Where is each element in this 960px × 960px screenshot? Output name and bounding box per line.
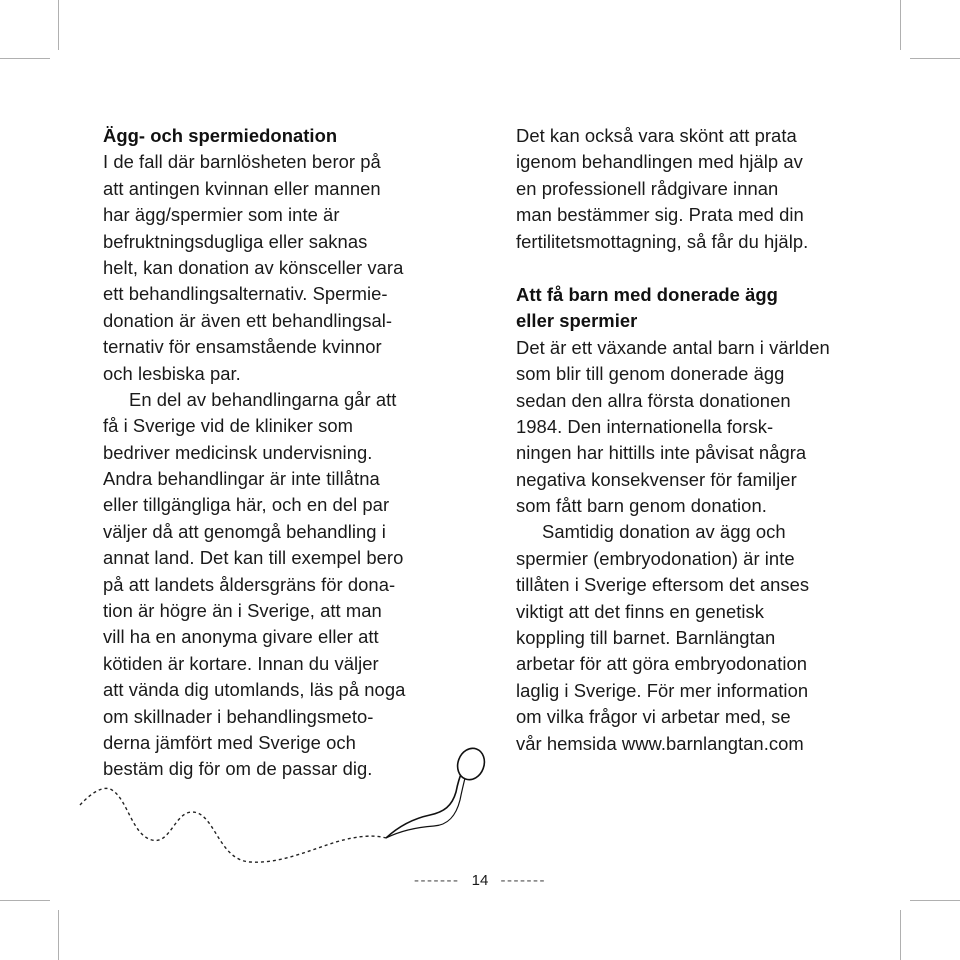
footer-dash-right: ------- <box>500 872 546 889</box>
text-line: I de fall där barnlösheten beror på <box>103 151 381 173</box>
text-line: som fått barn genom donation. <box>516 495 767 517</box>
footer-dash-left: ------- <box>414 872 460 889</box>
text-line: koppling till barnet. Barnlängtan <box>516 627 776 649</box>
text-line: Det kan också vara skönt att prata <box>516 125 797 146</box>
text-line: ett behandlingsalternativ. Spermie- <box>103 283 388 305</box>
text-line: spermier (embryodonation) är inte <box>516 547 795 569</box>
text-line: och lesbiska par. <box>103 362 241 384</box>
text-line: tion är högre än i Sverige, att man <box>103 600 382 622</box>
text-line: man bestämmer sig. Prata med din <box>516 204 804 226</box>
text-line: har ägg/spermier som inte är <box>103 204 340 226</box>
text-line: vill ha en anonyma givare eller att <box>103 626 379 648</box>
text-line: bestäm dig för om de passar dig. <box>103 758 373 780</box>
text-line: ternativ för ensamstående kvinnor <box>103 336 382 358</box>
text-line: viktigt att det finns en genetisk <box>516 600 765 622</box>
tail-swoosh <box>386 772 462 838</box>
text-line: En del av behandlingarna går att <box>129 388 397 410</box>
heading-line: Att få barn med donerade ägg <box>516 283 778 305</box>
text-line: eller tillgängliga här, och en del par <box>103 494 390 516</box>
text-line: annat land. Det kan till exempel bero <box>103 547 404 569</box>
dashed-tail-path <box>80 788 386 862</box>
text-line: som blir till genom donerade ägg <box>516 363 785 385</box>
text-line: Andra behandlingar är inte tillåtna <box>103 468 380 490</box>
text-line: en professionell rådgivare innan <box>516 177 779 199</box>
text-line: om skillnader i behandlingsmeto- <box>103 705 374 727</box>
page-number: 14 <box>471 872 489 889</box>
text-line: att vända dig utomlands, läs på noga <box>103 679 406 701</box>
text-line: befruktningsdugliga eller saknas <box>103 230 368 252</box>
sperm-head <box>453 745 488 784</box>
text-line: väljer då att genomgå behandling i <box>103 520 386 542</box>
text-line: bedriver medicinsk undervisning. <box>103 441 373 463</box>
text-line: negativa konsekvenser för familjer <box>516 468 797 490</box>
text-line: att antingen kvinnan eller mannen <box>103 177 381 199</box>
text-line: få i Sverige vid de kliniker som <box>103 415 353 437</box>
section-heading: Ägg- och spermiedonation <box>103 125 338 146</box>
text-line: vår hemsida www.barnlangtan.com <box>516 732 804 754</box>
text-line: Samtidig donation av ägg och <box>542 521 786 543</box>
text-line: om vilka frågor vi arbetar med, se <box>516 706 791 728</box>
text-line: derna jämfört med Sverige och <box>103 731 356 753</box>
text-line: kötiden är kortare. Innan du väljer <box>103 652 379 674</box>
text-line: Det är ett växande antal barn i världen <box>516 336 830 358</box>
text-line: 1984. Den internationella forsk- <box>516 415 774 437</box>
text-line: sedan den allra första donationen <box>516 389 791 411</box>
text-line: arbetar för att göra embryodonation <box>516 653 808 675</box>
text-line: fertilitetsmottagning, så får du hjälp. <box>516 230 809 252</box>
heading-line: eller spermier <box>516 310 638 332</box>
text-line: på att landets åldersgräns för dona- <box>103 573 396 595</box>
text-line: helt, kan donation av könsceller vara <box>103 256 404 278</box>
text-line: tillåten i Sverige eftersom det anses <box>516 574 810 596</box>
text-line: laglig i Sverige. För mer information <box>516 679 809 701</box>
page-footer <box>0 872 960 889</box>
text-line: igenom behandlingen med hjälp av <box>516 151 803 173</box>
text-line: donation är även ett behandlingsal- <box>103 309 393 331</box>
text-line: ningen har hittills inte påvisat några <box>516 442 807 464</box>
